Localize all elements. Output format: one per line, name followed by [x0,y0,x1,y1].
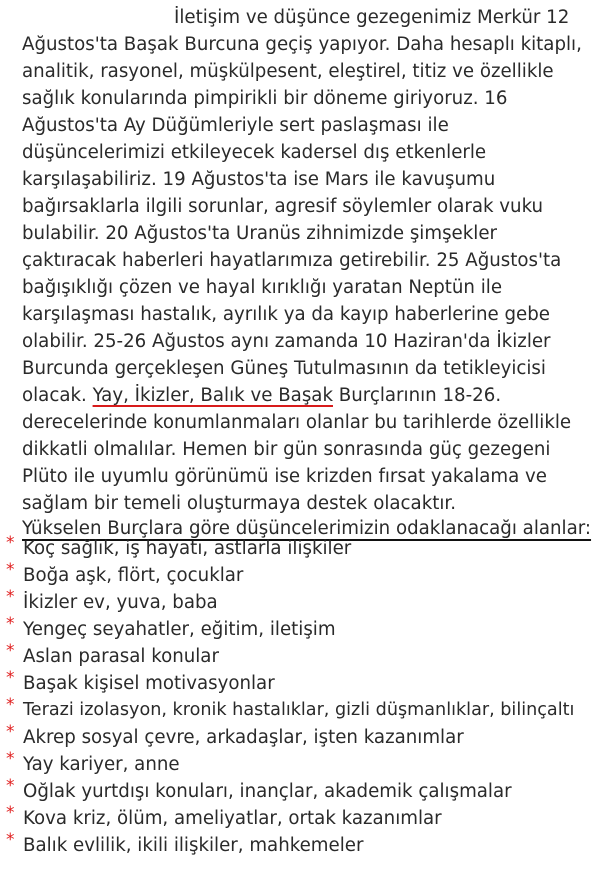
list-item [0,643,600,670]
asterisk-bullet-icon: * [6,533,15,553]
highlighted-signs: Yay, İkizler, Balık ve Başak [92,385,333,406]
list-item [0,616,600,643]
paragraph-line: derecelerinde konumlanmaları olanlar bu tarihlerde özellikle [22,412,572,433]
list-item [0,805,600,832]
asterisk-bullet-icon: * [6,803,15,823]
paragraph-line: Burcunda gerçekleşen Güneş Tutulmasının da tetikleyicisi [22,358,546,379]
paragraph-line: Ağustos'ta Başak Burcuna geçiş yapıyor. Daha hesaplı kitaplı, [22,34,582,55]
list-item [0,724,600,751]
asterisk-bullet-icon: * [6,560,15,580]
list-item-text: Koç sağlık, iş hayatı, astlarla ilişkiler [23,538,352,559]
paragraph-line: İletişim ve düşünce gezegenimiz Merkür 12 [174,7,570,28]
list-item [0,562,600,589]
paragraph-line: analitik, rasyonel, müşkülpesent, eleştirel, titiz ve özellikle [22,61,554,82]
list-item-text: Yay kariyer, anne [23,754,180,775]
list-item [0,697,600,724]
list-item-text: Boğa aşk, flört, çocuklar [23,565,244,586]
asterisk-bullet-icon: * [6,641,15,661]
list-item-text: Balık evlilik, ikili ilişkiler, mahkemeler [23,835,364,856]
paragraph-line: bulabilir. 20 Ağustos'ta Uranüs zihnimizde şimşekler [22,223,497,244]
list-item-text: Yengeç seyahatler, eğitim, iletişim [23,619,336,640]
list-item [0,589,600,616]
list-item [0,535,600,562]
list-item [0,751,600,778]
asterisk-bullet-icon: * [6,695,15,715]
paragraph-line: bağışıklığı çözen ve hayal kırıklığı yaratan Neptün ile [22,277,503,298]
asterisk-bullet-icon: * [6,776,15,796]
paragraph-line: Plüto ile uyumlu görünümü ise krizden fırsat yakalama ve [22,466,547,487]
list-item-text: Akrep sosyal çevre, arkadaşlar, işten kazanımlar [23,727,464,748]
paragraph-line: dikkatli olmalılar. Hemen bir gün sonrasında güç gezegeni [22,439,551,460]
list-item [0,670,600,697]
asterisk-bullet-icon: * [6,587,15,607]
paragraph-line: düşüncelerimizi etkileyecek kadersel dış etkenlerle [22,142,487,163]
section-heading: Yükselen Burçlara göre düşüncelerimizin odaklanacağı alanlar: [22,518,592,539]
paragraph-line: Ağustos'ta Ay Düğümleriyle sert paslaşması ile [22,115,449,136]
list-item-text: Oğlak yurtdışı konuları, inançlar, akademik çalışmalar [23,781,512,802]
paragraph-line: karşılaşabiliriz. 19 Ağustos'ta ise Mars ile kavuşumu [22,169,496,190]
paragraph-line: sağlık konularında pimpirikli bir döneme giriyoruz. 16 [22,88,508,109]
list-item-text: Başak kişisel motivasyonlar [23,673,275,694]
list-item-text: Aslan parasal konular [23,646,219,667]
line-text-before: olacak. [22,385,93,406]
asterisk-bullet-icon: * [6,749,15,769]
paragraph-line: sağlam bir temeli oluşturmaya destek olacaktır. [22,493,457,514]
list-item-text: Kova kriz, ölüm, ameliyatlar, ortak kazanımlar [23,808,442,829]
list-item [0,832,600,859]
list-item [0,778,600,805]
asterisk-bullet-icon: * [6,614,15,634]
paragraph-line: çaktıracak haberleri hayatlarımıza getirebilir. 25 Ağustos'ta [22,250,562,271]
paragraph-line: karşılaşması hastalık, ayrılık ya da kayıp haberlerine gebe [22,304,550,325]
asterisk-bullet-icon: * [6,830,15,850]
asterisk-bullet-icon: * [6,668,15,688]
paragraph-line: bağırsaklarla ilgili sorunlar, agresif söylemler olarak vuku [22,196,544,217]
paragraph-line [22,382,501,409]
line-text-after: Burçlarının 18-26. [332,385,502,406]
paragraph-line: olabilir. 25-26 Ağustos aynı zamanda 10 Haziran'da İkizler [22,331,551,352]
asterisk-bullet-icon: * [6,722,15,742]
list-item-text: Terazi izolasyon, kronik hastalıklar, gizli düşmanlıklar, bilinçaltı [23,700,575,720]
list-item-text: İkizler ev, yuva, baba [23,592,218,613]
